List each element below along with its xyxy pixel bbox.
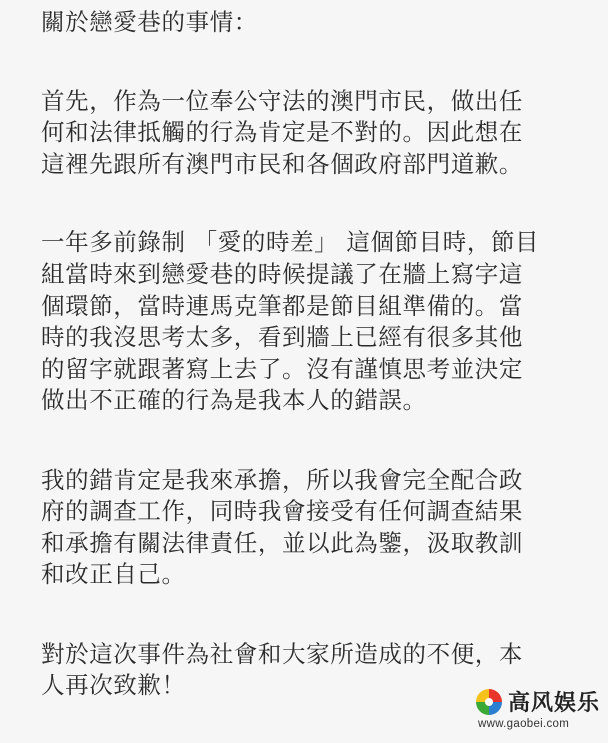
statement-heading: 關於戀愛巷的事情： [41, 8, 258, 36]
text-line: 人再次致歉！ [41, 671, 186, 699]
text-line: 組當時來到戀愛巷的時候提議了在牆上寫字這 [41, 260, 523, 288]
text-line: 的留字就跟著寫上去了。沒有謹慎思考並決定 [41, 355, 523, 383]
text-line: 時的我沒思考太多，看到牆上已經有很多其他 [41, 323, 523, 351]
site-watermark [474, 685, 601, 733]
text-line: 做出不正確的行為是我本人的錯誤。 [41, 386, 427, 414]
text-line: 何和法律抵觸的行為肯定是不對的。因此想在 [41, 118, 523, 146]
color-wheel-logo-icon [474, 687, 504, 717]
text-line: 和承擔有關法律責任，並以此為鑒，汲取教訓 [41, 529, 523, 557]
text-line: 一年多前錄制 「愛的時差」 這個節目時，節目 [41, 228, 540, 256]
text-line: 這裡先跟所有澳門市民和各個政府部門道歉。 [41, 150, 523, 178]
text-line: 首先，作為一位奉公守法的澳門市民，做出任 [41, 87, 523, 115]
text-line: 對於這次事件為社會和大家所造成的不便，本 [41, 640, 523, 668]
text-line: 和改正自己。 [41, 560, 186, 588]
text-line: 我的錯肯定是我來承擔，所以我會完全配合政 [41, 466, 523, 494]
text-line: 府的調查工作，同時我會接受有任何調查結果 [41, 497, 523, 525]
text-line: 個環節，當時連馬克筆都是節目組準備的。當 [41, 292, 523, 320]
watermark-title: 高风娱乐 [508, 690, 601, 716]
watermark-url: www.gaobei.com [478, 718, 570, 730]
